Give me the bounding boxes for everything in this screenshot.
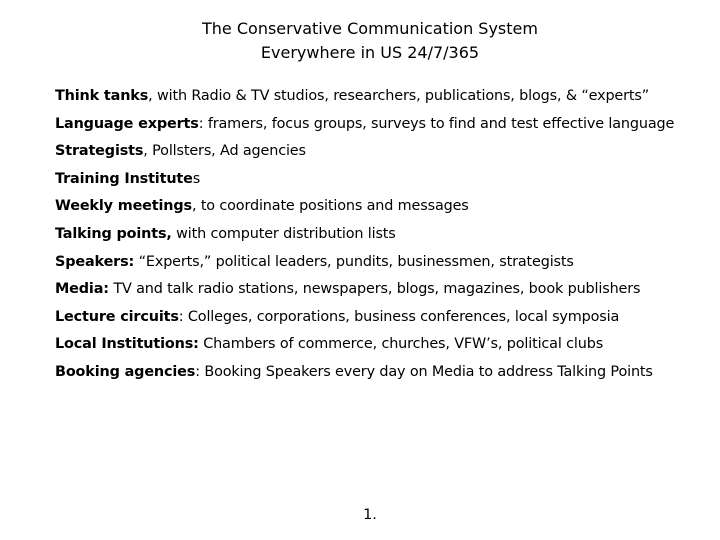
- item-lead: Media:: [55, 281, 109, 298]
- slide-title: [0, 17, 720, 65]
- item-lead: Lecture circuits: [55, 308, 179, 325]
- item-text: , with Radio & TV studios, researchers, publications, blogs, & “experts”: [148, 88, 650, 104]
- item-lead: Speakers:: [55, 253, 135, 270]
- item-text: , Pollsters, Ad agencies: [143, 143, 306, 160]
- item-text: : Colleges, corporations, business conferences, local symposia: [178, 308, 620, 325]
- item-list: [55, 83, 715, 387]
- item-lead: Training Institute: [55, 170, 193, 187]
- page-number: 1.: [363, 507, 377, 523]
- item-lead: Talking points,: [55, 225, 172, 242]
- item-lead: Strategists: [55, 143, 144, 160]
- item-text: : framers, focus groups, surveys to find and test effective language: [198, 115, 675, 132]
- item-text: , to coordinate positions and messages: [191, 198, 469, 215]
- item-text: with computer distribution lists: [171, 225, 396, 242]
- item-text: : Booking Speakers every day on Media to address Talking Points: [195, 363, 653, 380]
- item-text: Chambers of commerce, churches, VFW’s, political clubs: [198, 336, 604, 353]
- list-item: [55, 193, 715, 221]
- list-item: [55, 331, 715, 359]
- title-line-1: The Conservative Communication System: [202, 19, 538, 38]
- list-item: [55, 83, 715, 111]
- item-lead: Think tanks: [55, 88, 149, 104]
- item-lead: Language experts: [55, 115, 199, 132]
- item-lead: Weekly meetings: [55, 198, 192, 215]
- item-text: TV and talk radio stations, newspapers, blogs, magazines, book publishers: [108, 281, 641, 298]
- item-lead: Booking agencies: [55, 363, 196, 380]
- item-text: s: [192, 170, 201, 187]
- list-item: [55, 221, 715, 249]
- item-text: “Experts,” political leaders, pundits, businessmen, strategists: [134, 253, 574, 270]
- item-lead: Local Institutions:: [55, 336, 199, 353]
- list-item: [55, 249, 715, 277]
- title-line-2: Everywhere in US 24/7/365: [260, 43, 480, 62]
- list-item: [55, 138, 715, 166]
- list-item: [55, 304, 715, 332]
- list-item: [55, 359, 715, 387]
- list-item: [55, 166, 715, 194]
- list-item: [55, 276, 715, 304]
- list-item: [55, 111, 715, 139]
